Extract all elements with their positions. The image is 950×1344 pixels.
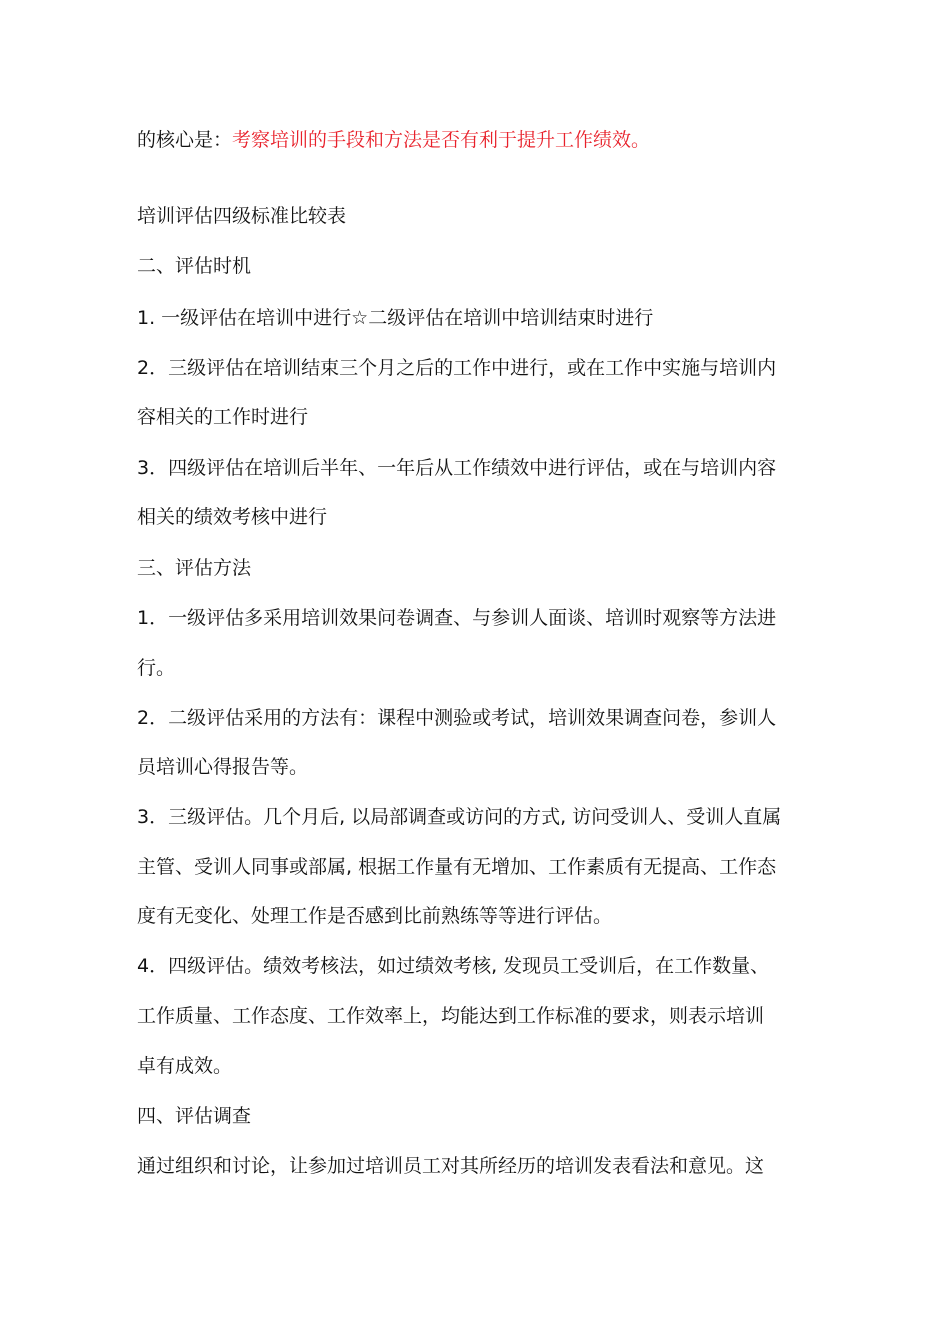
- method-item-4-line-1: 4．四级评估。绩效考核法，如过绩效考核, 发现员工受训后，在工作数量、: [137, 955, 770, 977]
- method-item-2-line-1: 2．二级评估采用的方法有：课程中测验或考试，培训效果调查问卷，参训人: [137, 707, 777, 729]
- timing-item-3-line-2: 相关的绩效考核中进行: [137, 506, 328, 528]
- method-item-1-line-2: 行。: [137, 657, 176, 679]
- survey-paragraph-line-1: 通过组织和讨论，让参加过培训员工对其所经历的培训发表看法和意见。这: [137, 1155, 765, 1177]
- timing-item-3-line-1: 3．四级评估在培训后半年、一年后从工作绩效中进行评估，或在与培训内容: [137, 457, 777, 479]
- table-caption: 培训评估四级标准比较表: [137, 205, 347, 227]
- section-heading-timing: 二、评估时机: [137, 255, 252, 277]
- method-item-3-line-3: 度有无变化、处理工作是否感到比前熟练等等进行评估。: [137, 905, 613, 927]
- section-heading-survey: 四、评估调查: [137, 1105, 252, 1127]
- method-item-3-line-2: 主管、受训人同事或部属, 根据工作量有无增加、工作素质有无提高、工作态: [137, 856, 777, 878]
- method-item-4-line-3: 卓有成效。: [137, 1055, 233, 1077]
- core-prefix: 的核心是：: [137, 129, 233, 151]
- section-heading-methods: 三、评估方法: [137, 557, 252, 579]
- core-highlight: 考察培训的手段和方法是否有利于提升工作绩效。: [232, 129, 651, 151]
- paragraph-core-line: [137, 127, 827, 153]
- timing-item-1: 1. 一级评估在培训中进行☆二级评估在培训中培训结束时进行: [137, 307, 654, 329]
- method-item-3-line-1: 3．三级评估。几个月后, 以局部调查或访问的方式, 访问受训人、受训人直属: [137, 806, 782, 828]
- timing-item-2-line-1: 2．三级评估在培训结束三个月之后的工作中进行，或在工作中实施与培训内: [137, 357, 777, 379]
- method-item-1-line-1: 1．一级评估多采用培训效果问卷调查、与参训人面谈、培训时观察等方法进: [137, 607, 777, 629]
- timing-item-2-line-2: 容相关的工作时进行: [137, 406, 309, 428]
- method-item-2-line-2: 员培训心得报告等。: [137, 756, 309, 778]
- method-item-4-line-2: 工作质量、工作态度、工作效率上，均能达到工作标准的要求，则表示培训: [137, 1005, 765, 1027]
